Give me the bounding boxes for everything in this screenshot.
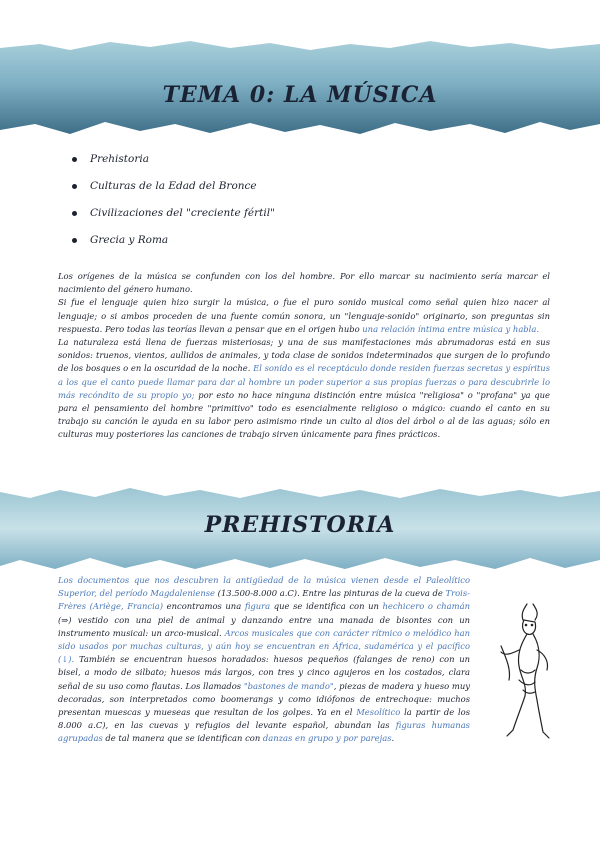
text-segment: Mesolítico xyxy=(356,707,401,718)
section-banner xyxy=(0,484,600,574)
section-title: PREHISTORIA xyxy=(204,512,396,538)
text-segment: figuras humanas agrupadas xyxy=(58,720,470,744)
list-item xyxy=(72,150,275,177)
intro-p3: La naturaleza está llena de fuerzas misteriosas; y una de sus manifestaciones más abrumadoras está en sus sonidos: truenos, vientos, aullidos de animales, y toda clase de sonidos indeterminados que surgen de lo profundo de los bosques o en la oscuridad de la noche. xyxy=(58,337,550,374)
bullet-icon xyxy=(72,184,77,189)
topic-label: Civilizaciones del "creciente fértil" xyxy=(90,207,275,219)
topic-label: Grecia y Roma xyxy=(90,234,169,246)
text-segment: . xyxy=(391,733,395,744)
text-segment: (13.500-8.000 a.C). Entre las pinturas de la cueva de xyxy=(215,588,446,599)
shaman-figure xyxy=(497,600,555,742)
topic-list xyxy=(72,150,275,258)
text-segment: (⇒) vestido con una piel de animal y danzando entre una manada de bisontes con un instrumento musical: un arco-musical. xyxy=(58,614,470,638)
topic-label: Prehistoria xyxy=(90,153,149,165)
intro-p2-highlight: una relación íntima entre música y habla. xyxy=(362,323,540,334)
prehistoria-text xyxy=(58,574,470,746)
title-banner xyxy=(0,38,600,138)
text-segment: Los documentos que nos descubren la antigüedad de la música vienen desde el Paleolítico Superior, del período Magdaleniense xyxy=(58,575,470,599)
page-title: TEMA 0: LA MÚSICA xyxy=(162,82,438,108)
intro-p3-highlight: El sonido es el receptáculo donde residen fuerzas secretas y espíritus a los que el canto puede llamar para dar al hombre un poder superior a sus propias fuerzas o para descubrirle lo más recóndito de su propio yo; xyxy=(58,363,550,400)
text-segment: Arcos musicales que con carácter rítmico o melódico han sido usados por muchas culturas, y aún hoy se encuentran en África, sudamérica y el pacífico (↓). xyxy=(58,627,470,665)
shaman-drawing-icon xyxy=(497,600,555,742)
text-segment: que se identifica con un xyxy=(270,601,383,612)
intro-p2: Si fue el lenguaje quien hizo surgir la música, o fue el puro sonido musical como señal quien hizo nacer al lenguaje; o si ambos proceden de una fuente común sonora, un "lenguaje-sonido" originario, son preguntas sin respuesta. Pero todas las teorías llevan a pensar que en el origen hubo xyxy=(58,297,550,334)
topic-label: Culturas de la Edad del Bronce xyxy=(90,180,257,192)
list-item xyxy=(72,231,275,258)
text-segment: encontramos una xyxy=(163,601,245,612)
bullet-icon xyxy=(72,238,77,243)
intro-text xyxy=(58,270,550,442)
bullet-icon xyxy=(72,157,77,162)
text-segment: También se encuentran huesos horadados: huesos pequeños (falanges de reno) con un bisel, a modo de silbato; huesos más largos, con tres y cinco agujeros en los costados, clara señal de su uso como flautas. Los llamados xyxy=(58,654,470,691)
text-segment: Trois-Frères (Ariège, Francia) xyxy=(58,588,470,612)
bullet-icon xyxy=(72,211,77,216)
text-segment: figura xyxy=(244,601,271,612)
intro-p1: Los orígenes de la música se confunden con los del hombre. Por ello marcar su nacimiento sería marcar el nacimiento del género humano. xyxy=(58,271,550,295)
text-segment: danzas en grupo y por parejas xyxy=(262,733,392,744)
list-item xyxy=(72,204,275,231)
text-segment: "bastones de mando" xyxy=(243,680,334,691)
text-segment: , piezas de madera y hueso muy decoradas, son interpretados como boomerangs y como idiófonos de entrechoque: muchos presentan muescas y mueseas que resultan de los golpes. Ya en el xyxy=(58,680,470,718)
text-segment: de tal manera que se identifican con xyxy=(102,733,263,744)
text-segment: la partir de los 8.000 a.C), en las cuevas y refugios del levante español, abundan las xyxy=(58,707,471,731)
intro-p3-end: por esto no hace ninguna distinción entre música "religiosa" o "profana" ya que para el pensamiento del hombre "primitivo" todo es esencialmente religioso o mágico: cuando el canto en su trabajo su canción le ayuda en su labor pero asimismo rinde un culto al dios del árbol o al de las aguas; sólo en culturas muy posteriores las canciones de trabajo sirven únicamente para fines prácticos. xyxy=(58,389,550,440)
list-item xyxy=(72,177,275,204)
text-segment: hechicero o chamán xyxy=(382,601,471,612)
